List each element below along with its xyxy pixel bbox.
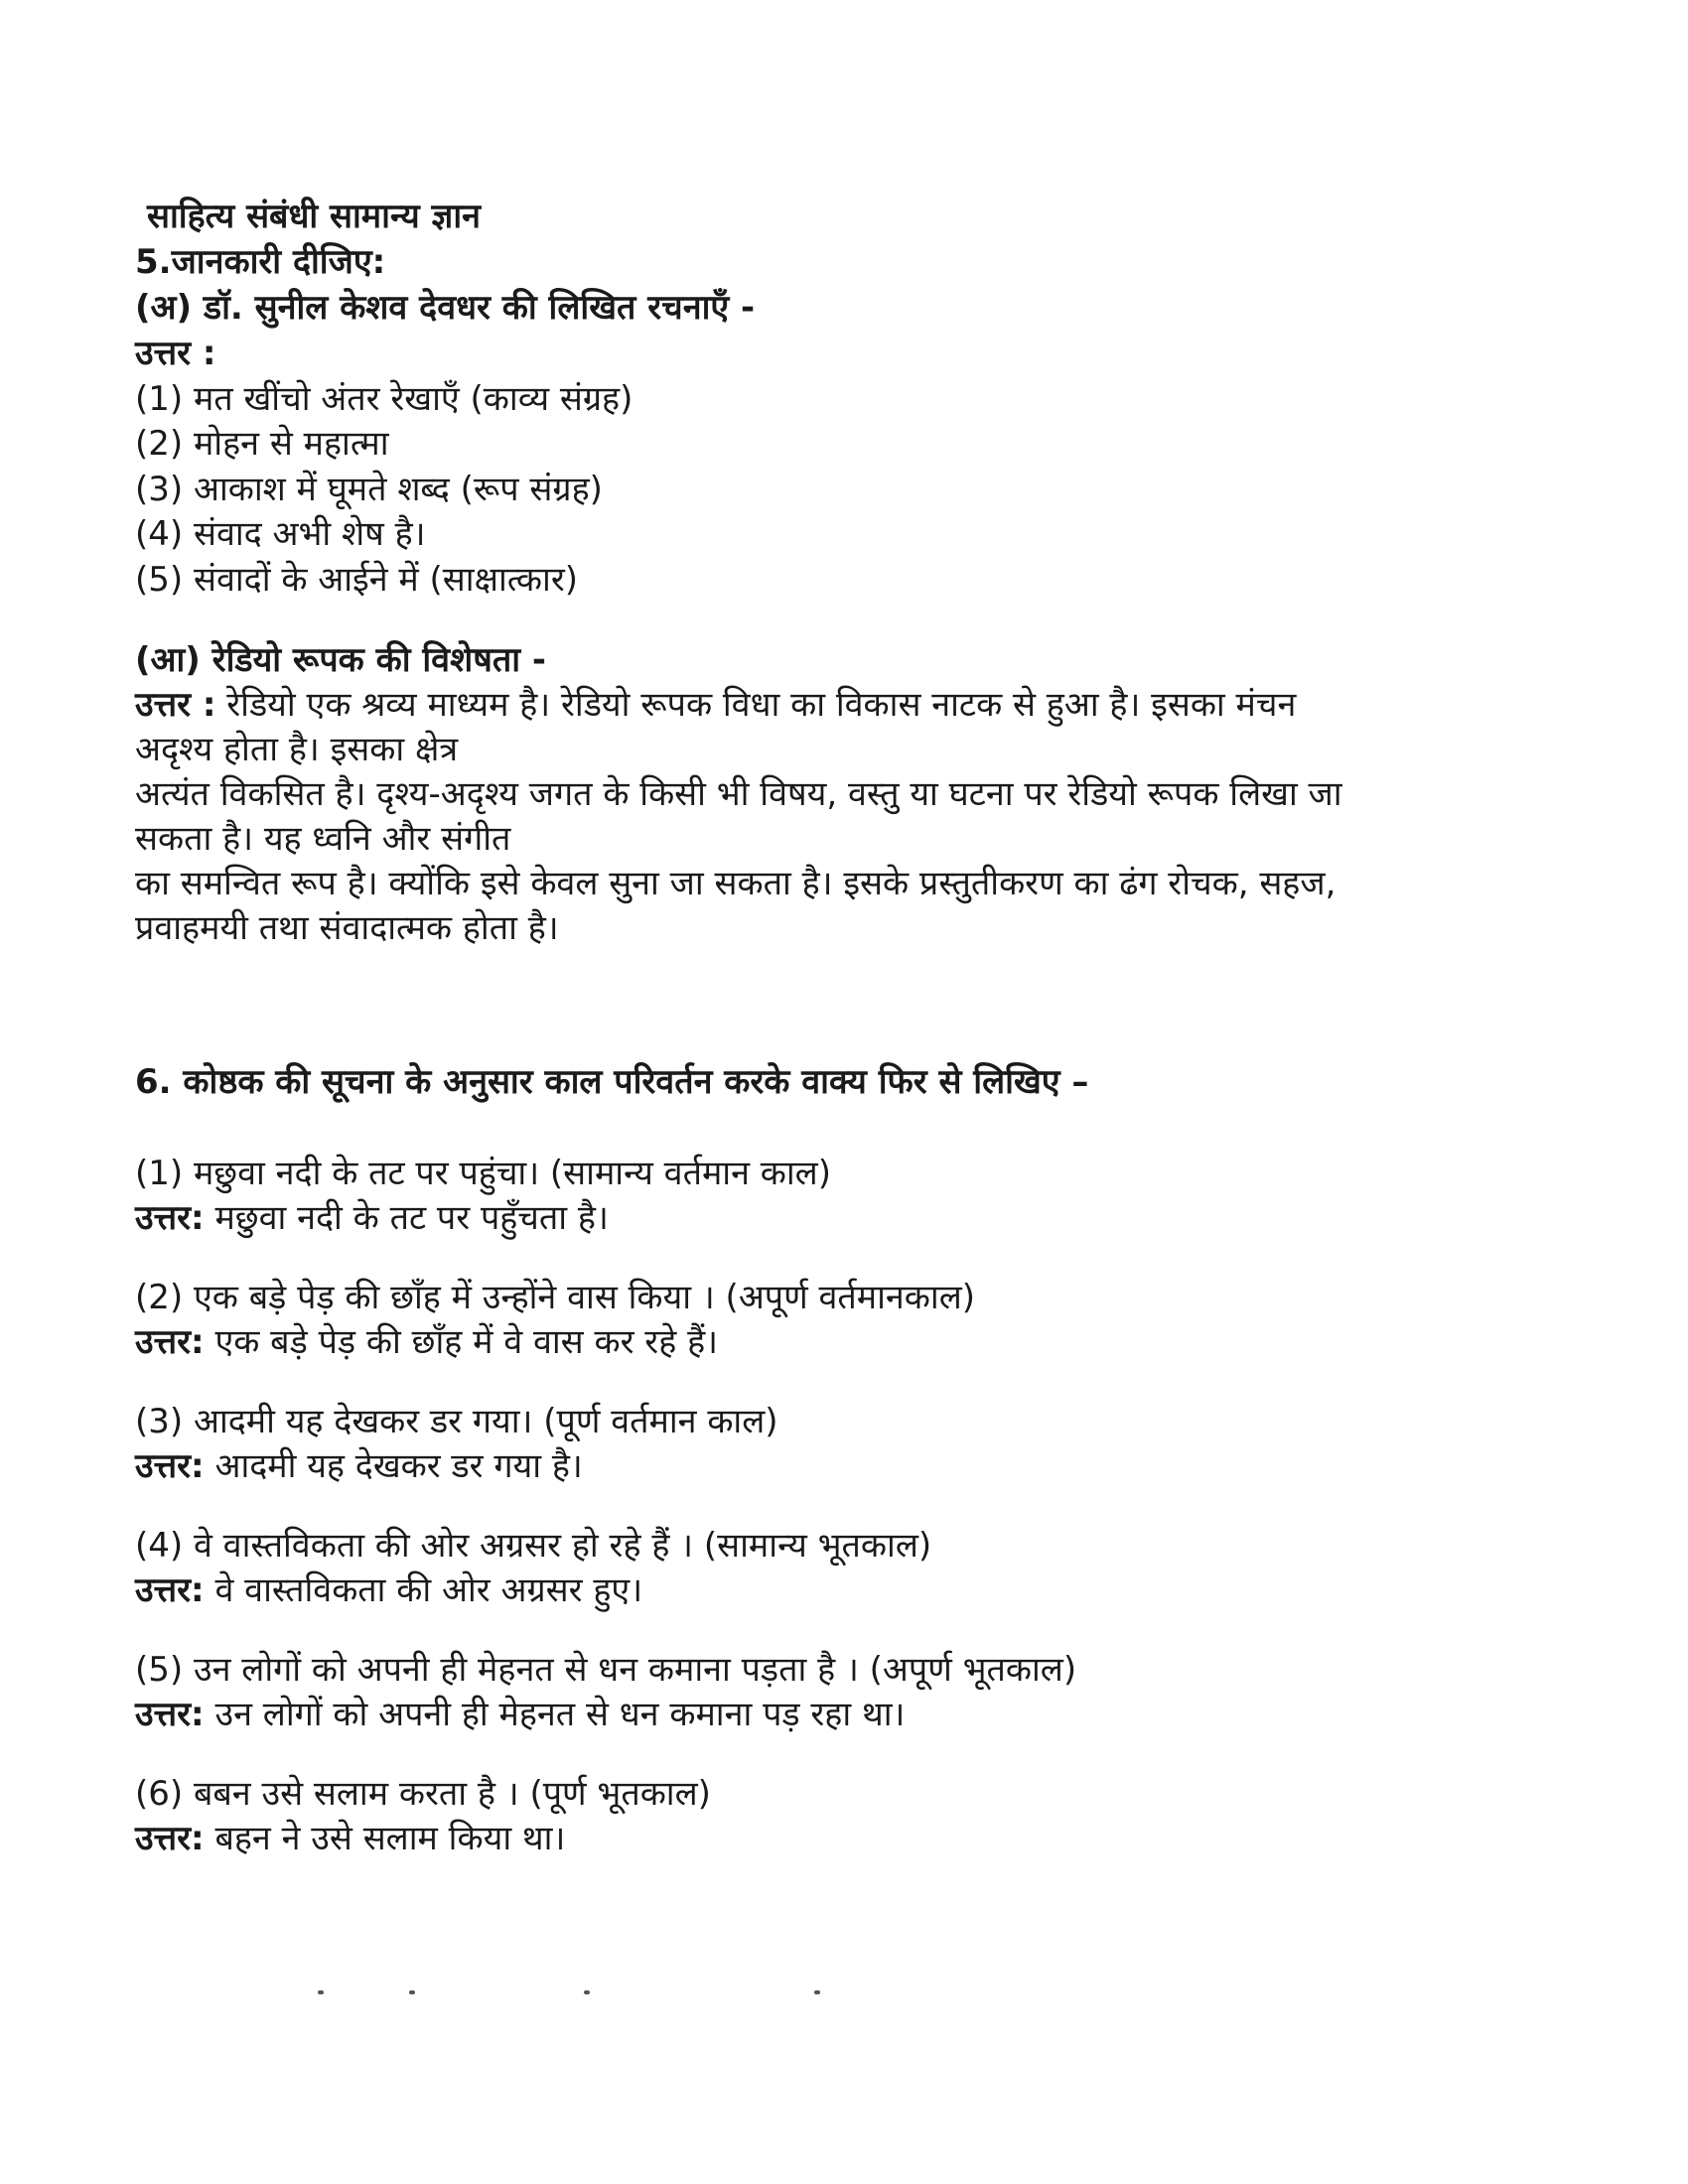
q6-answer-text: वे वास्तविकता की ओर अग्रसर हुए। [214,1570,643,1610]
q5-part-a-item-4: (4) संवाद अभी शेष है। [135,514,426,554]
q6-answer-3 [135,1444,583,1488]
q5-part-b-line-3: अत्यंत विकसित है। दृश्य-अदृश्य जगत के किसी भी विषय, वस्तु या घटना पर रेडियो रूपक लिखा जा [135,774,1342,814]
q6-answer-4 [135,1569,642,1612]
q5-part-b-line-5: का समन्वित रूप है। क्योंकि इसे केवल सुना जा सकता है। इसके प्रस्तुतीकरण का ढंग रोचक, सहज, [135,864,1336,903]
q5-part-b-line-4: सकता है। यह ध्वनि और संगीत [135,819,511,859]
q6-answer-1 [135,1196,609,1240]
q6-answer-6 [135,1817,565,1860]
q5-part-b-text-1: रेडियो एक श्रव्य माध्यम है। रेडियो रूपक विधा का विकास नाटक से हुआ है। इसका मंचन [226,685,1297,725]
q6-answer-label: उत्तर: [135,1819,205,1858]
q6-question-1: (1) मछुवा नदी के तट पर पहुंचा। (सामान्य वर्तमान काल) [135,1154,831,1193]
q6-answer-label: उत्तर: [135,1446,205,1486]
q5-part-a-answer-label: उत्तर : [135,334,216,373]
q6-heading: 6. कोष्ठक की सूचना के अनुसार काल परिवर्तन करके वाक्य फिर से लिखिए – [135,1062,1089,1102]
q5-part-b-line-2: अदृश्य होता है। इसका क्षेत्र [135,730,459,769]
q6-answer-text: एक बड़े पेड़ की छाँह में वे वास कर रहे हैं। [214,1322,719,1362]
q6-answer-label: उत्तर: [135,1695,205,1734]
q6-question-2: (2) एक बड़े पेड़ की छाँह में उन्होंने वास किया । (अपूर्ण वर्तमानकाल) [135,1278,976,1317]
cut-off-text-marks [318,1990,834,1996]
q6-answer-label: उत्तर: [135,1322,205,1362]
q5-part-a-item-2: (2) मोहन से महात्मा [135,424,389,464]
q6-answer-label: उत्तर: [135,1570,205,1610]
q5-heading: 5.जानकारी दीजिए: [135,242,386,282]
q6-answer-text: उन लोगों को अपनी ही मेहनत से धन कमाना पड़ रहा था। [214,1695,906,1734]
q6-answer-text: मछुवा नदी के तट पर पहुँचता है। [214,1198,609,1238]
q5-part-a-heading: (अ) डॉ. सुनील केशव देवधर की लिखित रचनाएँ - [135,288,756,328]
q5-part-b-answer-label: उत्तर : [135,685,216,725]
q6-answer-5 [135,1693,905,1736]
q6-answer-text: बहन ने उसे सलाम किया था। [214,1819,566,1858]
q6-answer-2 [135,1320,718,1364]
q5-part-b-heading: (आ) रेडियो रूपक की विशेषता - [135,640,546,680]
q5-part-a-item-5: (5) संवादों के आईने में (साक्षात्कार) [135,560,579,600]
q5-part-b-line-6: प्रवाहमयी तथा संवादात्मक होता है। [135,908,559,948]
q6-answer-label: उत्तर: [135,1198,205,1238]
q6-question-3: (3) आदमी यह देखकर डर गया। (पूर्ण वर्तमान काल) [135,1402,778,1441]
q6-question-5: (5) उन लोगों को अपनी ही मेहनत से धन कमाना पड़ता है । (अपूर्ण भूतकाल) [135,1650,1077,1690]
page-title: साहित्य संबंधी सामान्य ज्ञान [147,197,482,236]
q5-part-b-line-1 [135,683,1296,727]
q6-question-4: (4) वे वास्तविकता की ओर अग्रसर हो रहे हैं । (सामान्य भूतकाल) [135,1526,932,1566]
q5-part-a-item-3: (3) आकाश में घूमते शब्द (रूप संग्रह) [135,470,603,509]
q6-answer-text: आदमी यह देखकर डर गया है। [214,1446,583,1486]
q5-part-a-item-1: (1) मत खींचो अंतर रेखाएँ (काव्य संग्रह) [135,379,633,419]
q6-question-6: (6) बबन उसे सलाम करता है । (पूर्ण भूतकाल) [135,1774,711,1814]
